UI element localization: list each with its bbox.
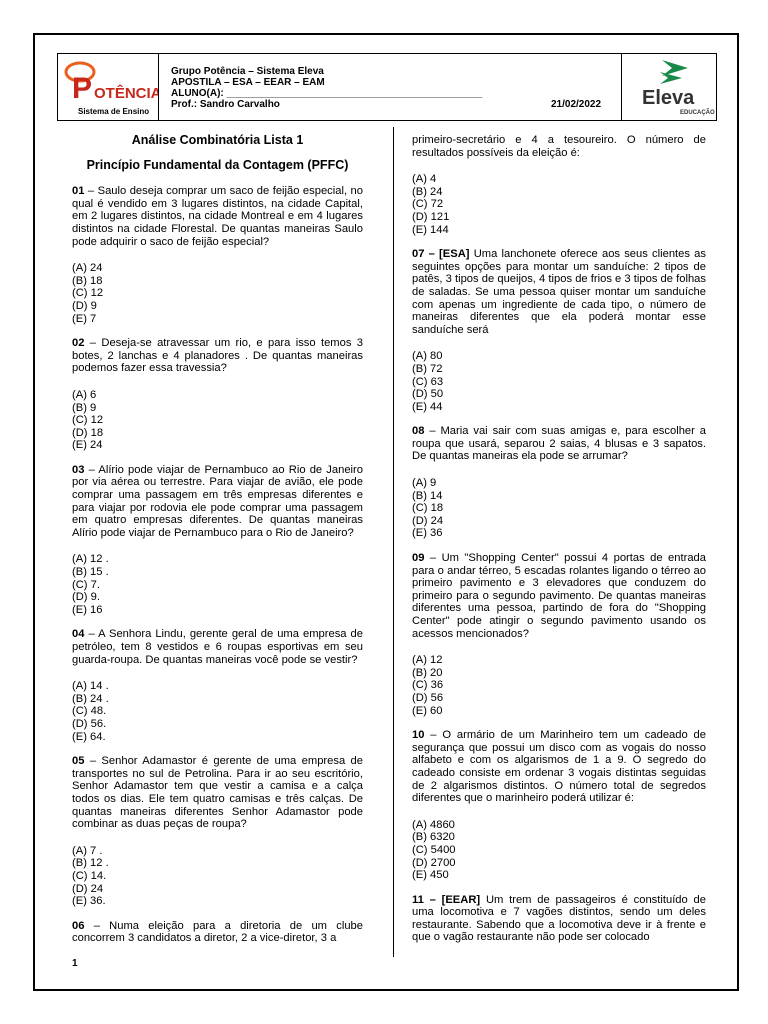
question-06-continued: primeiro-secretário e 4 a tesoureiro. O número de resultados possíveis da eleição é: — [412, 134, 706, 159]
header-line-2: APOSTILA – ESA – EEAR – EAM — [171, 77, 325, 88]
page-number: 1 — [72, 958, 78, 969]
question-05-options: (A) 7 . (B) 12 . (C) 14. (D) 24 (E) 36. — [72, 844, 109, 908]
header-info — [171, 66, 611, 110]
header-line-4: Prof.: Sandro Carvalho — [171, 99, 280, 110]
potencia-logo — [58, 54, 159, 120]
right-column — [412, 134, 706, 944]
svg-text:EDUCAÇÃO: EDUCAÇÃO — [680, 110, 715, 116]
question-09: 09 – Um "Shopping Center" possui 4 portas de entrada para o andar térreo, 5 escadas rolantes ligando o térreo ao primeiro pavimento e 3 elevadores que conduzem do primeiro para o segundo pavimento. De quantas maneiras diferentes uma pessoa, partindo de fora do "Shopping Center" pode atingir o segundo pavimento usando os acessos mencionados? — [412, 552, 706, 640]
question-06: 06 – Numa eleição para a diretoria de um clube concorrem 3 candidatos a diretor, 2 a vice-diretor, 3 a — [72, 919, 363, 945]
question-11: 11 – [EEAR] Um trem de passageiros é constituído de uma locomotiva e 7 vagões distintos, sendo um deles restaurante. Sabendo que a locomotiva deve ir à frente e que o vagão restaurante não pode ser colocado — [412, 893, 706, 944]
question-01: 01 – Saulo deseja comprar um saco de feijão especial, no qual é vendido em 3 lugares distintos, na cidade Capital, em 2 lugares distintos, na cidade Montreal e em 4 lugares distintos na cidade Florestal. De quantas maneiras Saulo pode adquirir o saco de feijão especial? — [72, 185, 363, 248]
header-box — [57, 53, 717, 121]
question-04: 04 – A Senhora Lindu, gerente geral de uma empresa de petróleo, tem 8 vestidos e 6 roupas esportivas em seu guarda-roupa. De quantas maneiras você pode se vestir? — [72, 628, 363, 666]
potencia-logo-icon — [58, 54, 158, 120]
question-02: 02 – Deseja-se atravessar um rio, e para isso temos 3 botes, 2 lanchas e 4 planadores . De quantas maneiras podemos fazer essa travessia? — [72, 337, 363, 375]
header-date: 21/02/2022 — [551, 99, 602, 110]
question-07-options: (A) 80 (B) 72 (C) 63 (D) 50 (E) 44 — [412, 350, 444, 413]
column-divider — [393, 127, 394, 957]
question-08: 08 – Maria vai sair com suas amigas e, para escolher a roupa que usará, separou 2 saias, 4 blusas e 3 sapatos. De quantas maneiras ela pode se arrumar? — [412, 425, 706, 463]
question-07: 07 – [ESA] Uma lanchonete oferece aos seus clientes as seguintes opções para montar um sanduíche: 2 tipos de patês, 3 tipos de queijos, 4 tipos de frios e 3 tipos de folhas de saladas. Se uma pessoa quiser montar um sanduíche com apenas um ingrediente de cada tipo, o número de maneiras diferentes que ela poderá montar esse sanduíche será — [412, 248, 706, 336]
question-09-options: (A) 12 (B) 20 (C) 36 (D) 56 (E) 60 — [412, 654, 444, 717]
question-05: 05 – Senhor Adamastor é gerente de uma empresa de transportes no sul de Petrolina. Para ir ao seu escritório, Senhor Adamastor tem que vestir a camisa e a calça todos os dias. Ele tem quatro camisas e três calças. De quantas maneiras diferentes Senhor Adamastor pode combinar as duas peças de roupa? — [72, 755, 363, 831]
svg-text:Eleva: Eleva — [642, 87, 695, 109]
left-column — [72, 134, 363, 945]
list-subtitle: Princípio Fundamental da Contagem (PFFC) — [86, 157, 349, 172]
question-10: 10 – O armário de um Marinheiro tem um cadeado de segurança que possui um disco com as vogais do nosso alfabeto e com os algarismos de 1 a 9. O segredo do cadeado consiste em ordenar 3 vogais distintas seguidas de 2 algarismos distintos. O número total de segredos diferentes que o marinheiro poderá utilizar é: — [412, 729, 706, 805]
question-08-options: (A) 9 (B) 14 (C) 18 (D) 24 (E) 36 — [412, 477, 444, 540]
eleva-logo — [621, 54, 716, 120]
question-06-options: (A) 4 (B) 24 (C) 72 (D) 121 (E) 144 — [412, 173, 450, 236]
svg-text:P: P — [72, 72, 93, 105]
question-10-options: (A) 4860 (B) 6320 (C) 5400 (D) 2700 (E) 450 — [412, 818, 456, 882]
header-line-1: Grupo Potência – Sistema Eleva — [171, 66, 324, 77]
list-title: Análise Combinatória Lista 1 — [131, 133, 304, 147]
question-01-options: (A) 24 (B) 18 (C) 12 (D) 9 (E) 7 — [72, 262, 104, 325]
svg-text:OTÊNCIA: OTÊNCIA — [94, 85, 158, 102]
svg-text:Sistema de Ensino: Sistema de Ensino — [78, 107, 150, 116]
header-line-3: ALUNO(A): ______________________________________________ — [171, 88, 483, 99]
question-04-options: (A) 14 . (B) 24 . (C) 48. (D) 56. (E) 64. — [72, 680, 109, 743]
eleva-logo-icon — [622, 54, 716, 120]
question-03-options: (A) 12 . (B) 15 . (C) 7. (D) 9. (E) 16 — [72, 553, 109, 616]
question-02-options: (A) 6 (B) 9 (C) 12 (D) 18 (E) 24 — [72, 388, 104, 452]
question-03: 03 – Alírio pode viajar de Pernambuco ao Rio de Janeiro por via aérea ou terrestre. Para viajar de avião, ele pode comprar uma passagem em três empresas diferentes e para viajar por rodovia ele pode comprar uma passagem em quatro empresas diferentes. De quantas maneiras Alírio pode viajar de Pernambuco para o Rio de Janeiro? — [72, 463, 363, 539]
